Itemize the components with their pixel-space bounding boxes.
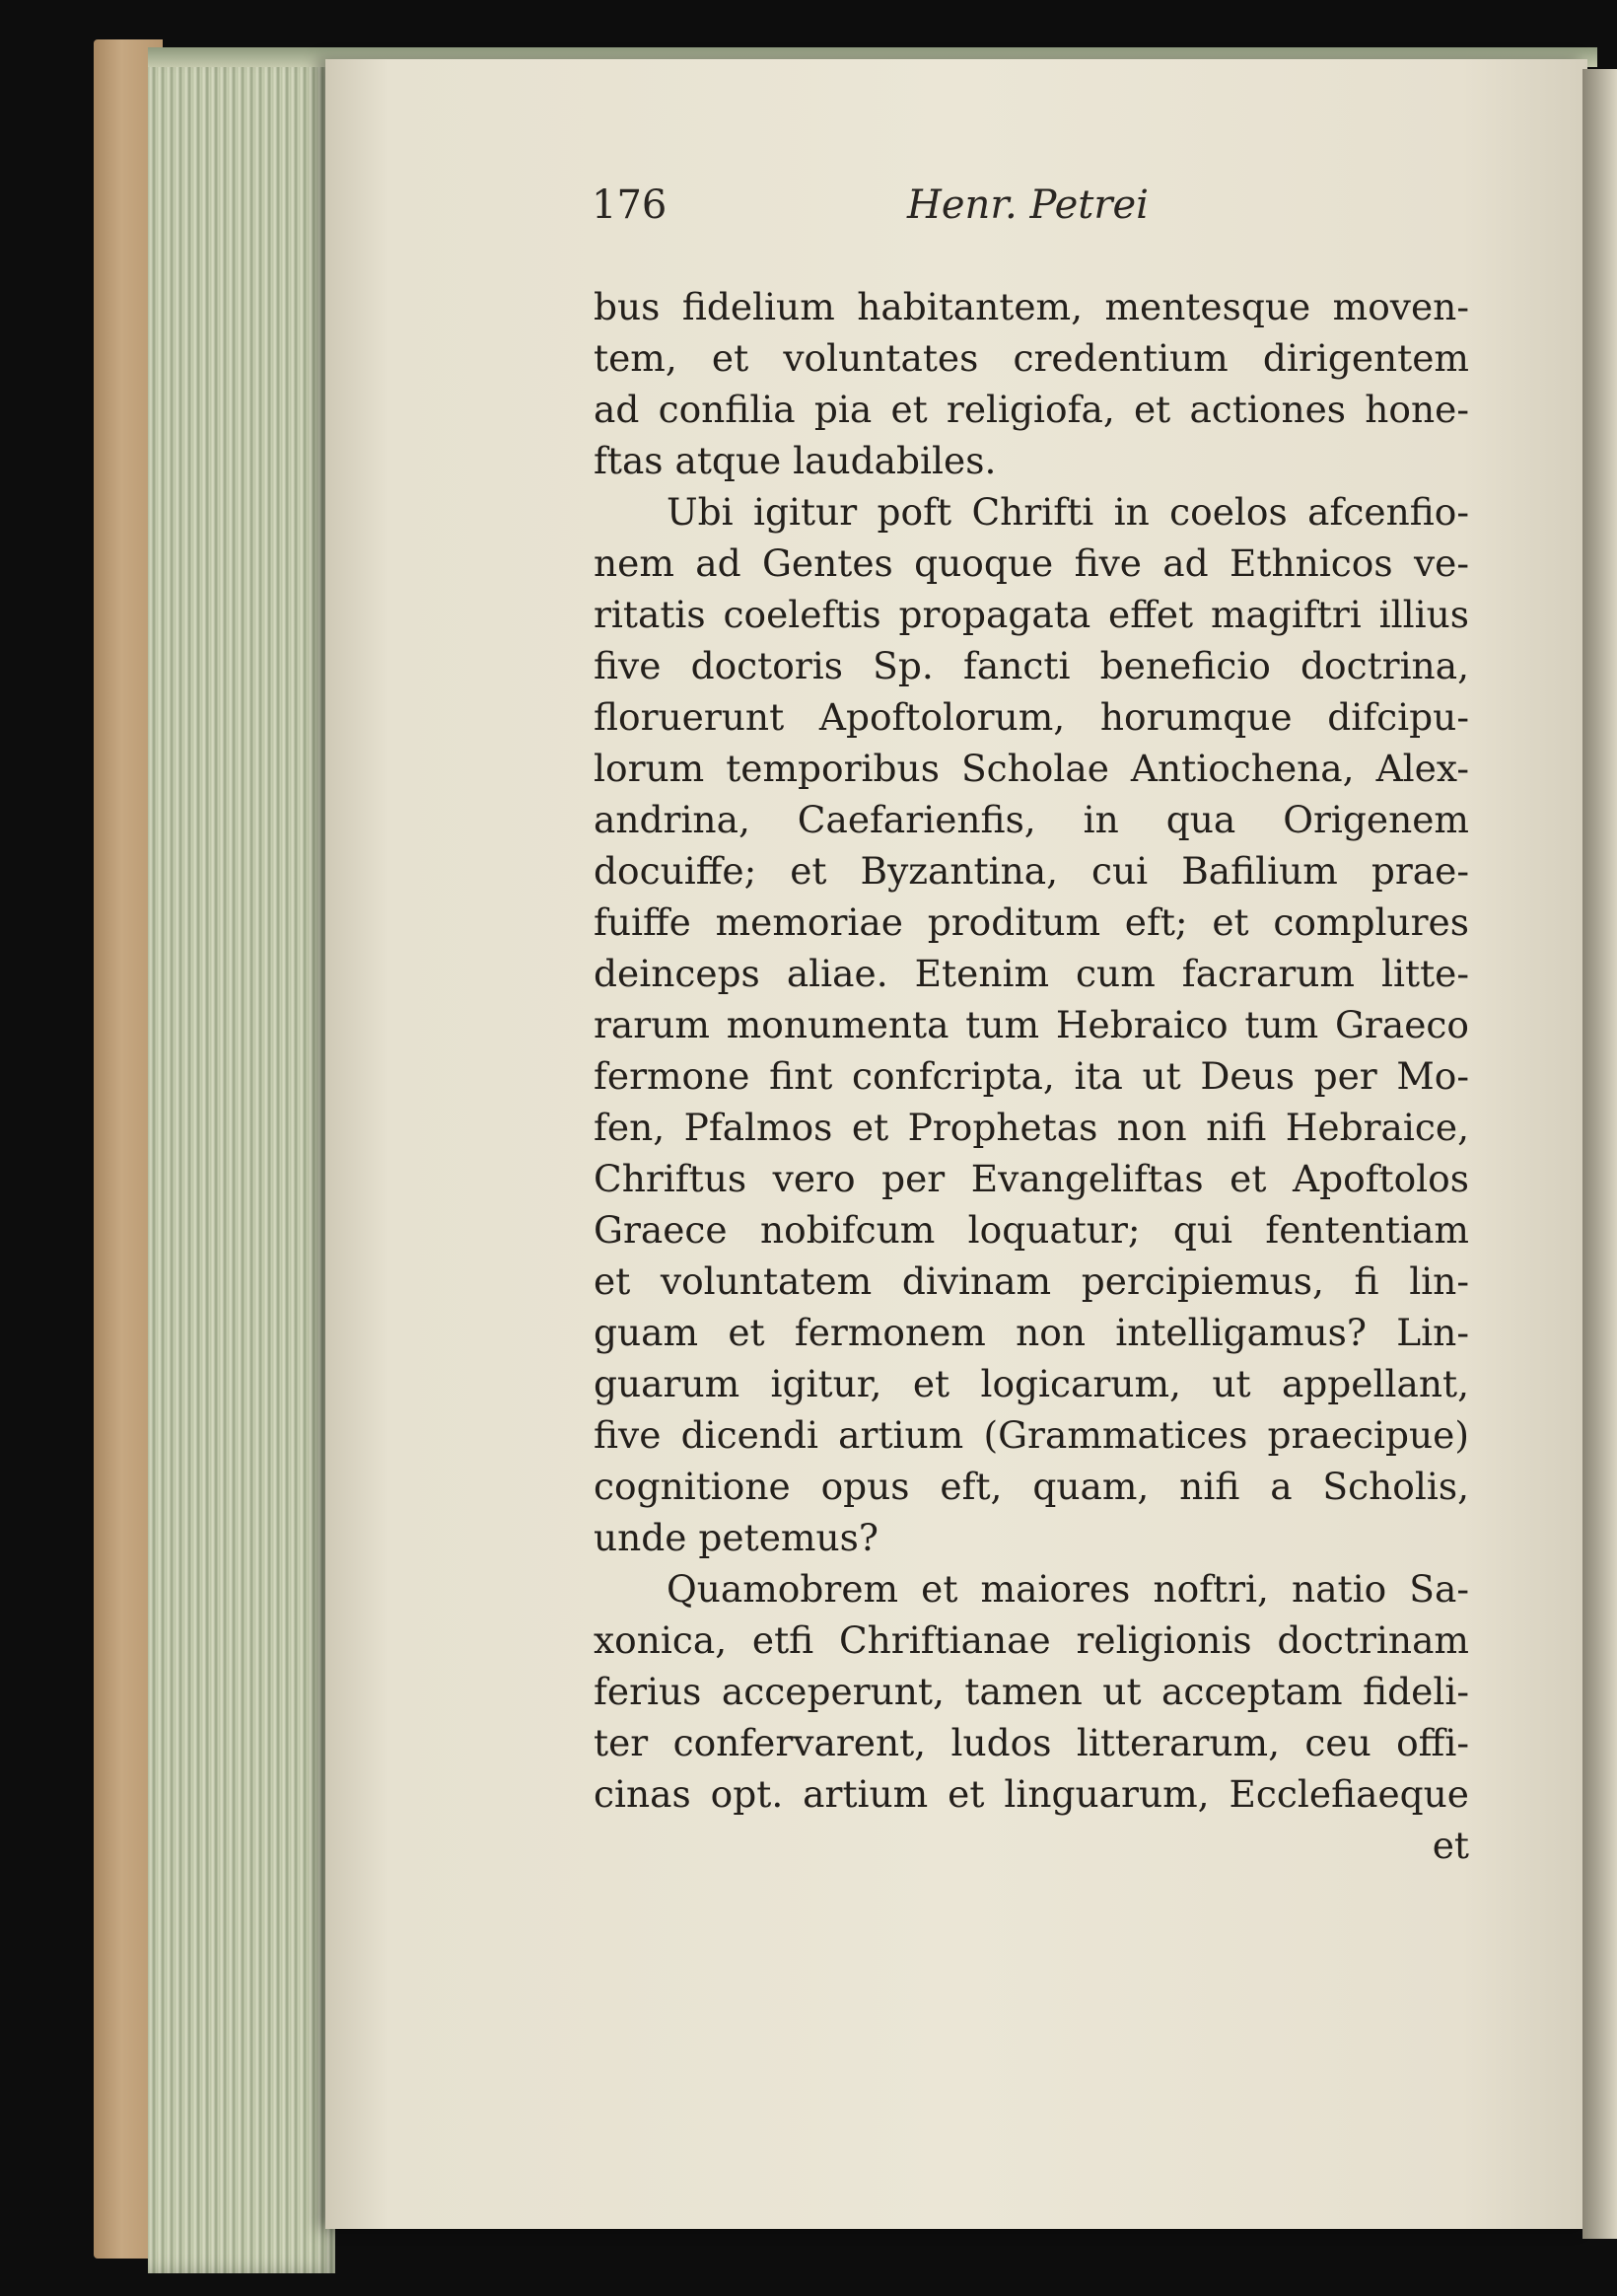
text-line: Ubi igitur poft Chrifti in coelos afcenfio- <box>667 490 1469 534</box>
page-edges-stack <box>148 54 335 2273</box>
text-line: ritatis coeleftis propagata effet magiftri illius <box>594 593 1469 636</box>
text-line: tem, et voluntates credentium dirigentem <box>594 336 1469 380</box>
text-line: docuiffe; et Byzantina, cui Bafilium prae- <box>594 849 1469 893</box>
page-number: 176 <box>592 182 668 228</box>
text-line: fuiffe memoriae proditum eft; et complures <box>594 900 1469 944</box>
body-text <box>594 281 1469 1871</box>
running-title: Henr. Petrei <box>907 182 1149 228</box>
text-line: guarum igitur, et logicarum, ut appellant, <box>594 1362 1469 1405</box>
text-line: cognitione opus eft, quam, nifi a Scholis, <box>594 1465 1469 1508</box>
text-line: ad confilia pia et religiofa, et actiones hone- <box>594 388 1469 431</box>
text-line: cinas opt. artium et linguarum, Ecclefiaeque <box>594 1772 1469 1816</box>
text-line: ter confervarent, ludos litterarum, ceu offi- <box>594 1721 1469 1764</box>
text-line: five doctoris Sp. fancti beneficio doctrina, <box>594 644 1469 687</box>
text-line: guam et fermonem non intelligamus? Lin- <box>594 1311 1469 1354</box>
text-line: Chriftus vero per Evangeliftas et Apoftolos <box>594 1157 1469 1200</box>
text-line: ftas atque laudabiles. <box>594 439 997 482</box>
text-line: ferius acceperunt, tamen ut acceptam fideli- <box>594 1670 1469 1713</box>
text-line: fermone fint confcripta, ita ut Deus per Mo- <box>594 1054 1469 1098</box>
text-line: deinceps aliae. Etenim cum facrarum litte- <box>594 952 1469 995</box>
text-line: xonica, etfi Chriftianae religionis doctrinam <box>594 1618 1469 1662</box>
facing-page-edge <box>1582 69 1617 2239</box>
text-line: floruerunt Apoftolorum, horumque difcipu- <box>594 695 1469 739</box>
text-line: five dicendi artium (Grammatices praecipue) <box>594 1413 1469 1457</box>
text-line: Quamobrem et maiores noftri, natio Sa- <box>667 1567 1469 1611</box>
page-header <box>592 182 1479 242</box>
text-line: fen, Pfalmos et Prophetas non nifi Hebraice, <box>594 1106 1469 1149</box>
text-line: Graece nobifcum loquatur; qui fententiam <box>594 1208 1469 1252</box>
text-line: nem ad Gentes quoque five ad Ethnicos ve- <box>594 541 1469 585</box>
text-line: lorum temporibus Scholae Antiochena, Alex- <box>594 747 1469 790</box>
text-line: bus fidelium habitantem, mentesque moven- <box>594 285 1469 328</box>
catchword: et <box>1432 1824 1469 1867</box>
text-line: unde petemus? <box>594 1516 879 1559</box>
text-line: andrina, Caefarienfis, in qua Origenem <box>594 798 1469 841</box>
text-line: et voluntatem divinam percipiemus, fi lin- <box>594 1259 1469 1303</box>
text-line: rarum monumenta tum Hebraico tum Graeco <box>594 1003 1469 1046</box>
